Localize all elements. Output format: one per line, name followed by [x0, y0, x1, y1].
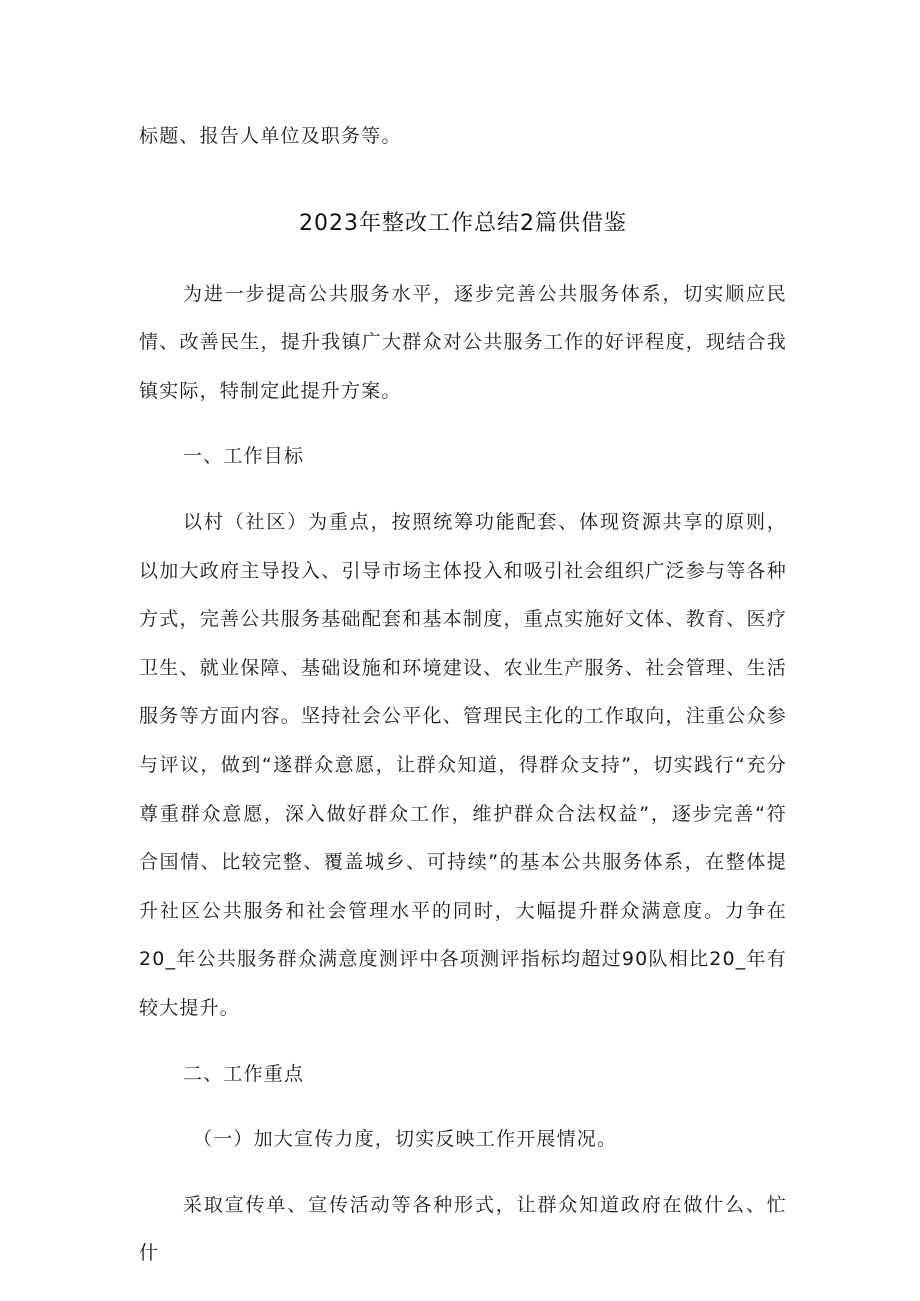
intro-paragraph: 为进一步提高公共服务水平，逐步完善公共服务体系，切实顺应民情、改善民生，提升我镇广大群众对公共服务工作的好评程度，现结合我镇实际，特制定此提升方案。	[139, 282, 787, 402]
section-heading-goals: 一、工作目标	[183, 445, 305, 468]
spacer	[139, 161, 787, 200]
spacer	[139, 1164, 787, 1181]
subsection-publicity-paragraph: 采取宣传单、宣传活动等各种形式，让群众知道政府在做什么、忙什	[139, 1193, 787, 1265]
spacer	[139, 248, 787, 270]
lead-line-text: 标题、报告人单位及职务等。	[139, 125, 402, 147]
spacer	[139, 1033, 787, 1050]
section-goals-paragraph: 以村（社区）为重点，按照统筹功能配套、体现资源共享的原则，以加大政府主导投入、引导市场主体投入和吸引社会组织广泛参与等各种方式，完善公共服务基础配套和基本制度，重点实施好文体、教育、医疗卫生、就业保障、基础设施和环境建设、农业生产服务、社会管理、生活服务等方面内容。坚持社会公平化、管理民主化的工作取向，注重公众参与评议，做到“遂群众意愿，让群众知道，得群众支持”，切实践行“充分尊重群众意愿，深入做好群众工作，维护群众合法权益”，逐步完善“符合国情、比较完整、覆盖城乡、可持续”的基本公共服务体系，在整体提升社区公共服务和社会管理水平的同时，大幅提升群众满意度。力争在20_年公共服务群众满意度测评中各项测评指标均超过90队相比20_年有较大提升。	[139, 510, 787, 1019]
section-heading-focus: 二、工作重点	[183, 1062, 305, 1085]
spacer	[139, 415, 787, 432]
document-title: 2023年整改工作总结2篇供借鉴	[299, 210, 627, 236]
spacer	[139, 481, 787, 498]
spacer	[139, 1098, 787, 1115]
document-body	[139, 112, 787, 1278]
subsection-heading-publicity: （一）加大宣传力度，切实反映工作开展情况。	[193, 1128, 618, 1151]
